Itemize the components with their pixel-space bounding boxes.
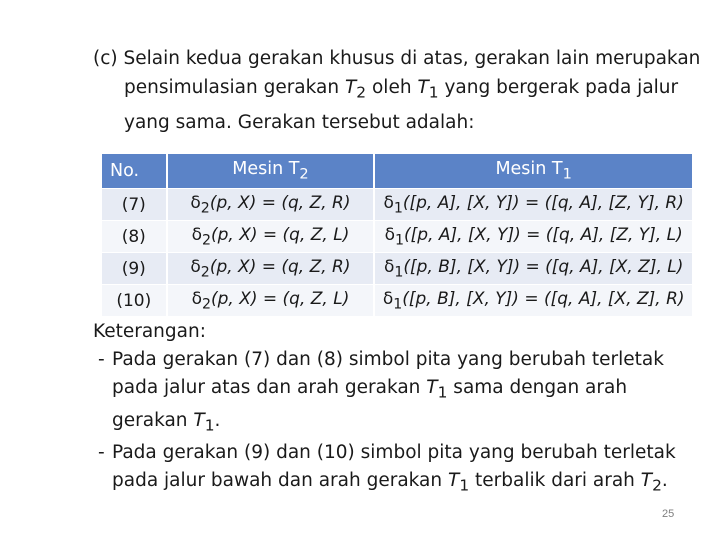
header-mesin-t1-base: Mesin T (495, 159, 563, 180)
header-mesin-t2-sub: 2 (299, 165, 309, 183)
mesin-t2-move (166, 188, 374, 220)
delta-sub: 2 (201, 296, 211, 313)
note-var: T (426, 377, 438, 398)
table-header-row (102, 154, 692, 188)
note-text-middle: terbalik dari arah (469, 470, 641, 492)
note-text-before: Pada gerakan (7) dan (8) simbol pita yang berubah terletak pada jalur atas dan arah gerakan (112, 349, 664, 398)
delta-sub: 2 (201, 232, 211, 249)
note-sub: 1 (437, 383, 448, 402)
note-var: T (640, 470, 653, 492)
mesin-t1-move (373, 188, 692, 220)
delta-symbol: δ (382, 288, 394, 309)
notes-section (93, 318, 703, 500)
delta-args: (p, X) = (q, Z, L) (210, 224, 350, 245)
intro-paragraph (93, 44, 720, 137)
delta-args: ([p, A], [X, Y]) = ([q, A], [Z, Y], R) (402, 192, 684, 213)
note-text-middle: sama dengan arah gerakan (112, 377, 628, 431)
notes-heading: Keterangan: (93, 321, 206, 342)
page-number: 25 (662, 508, 675, 520)
intro-lead: (c) Selain kedua gerakan khusus di atas, gerakan lain merupakan pensimulasian gerakan (93, 48, 701, 98)
intro-t2-var: T (344, 77, 357, 98)
row-number: (8) (102, 220, 166, 252)
delta-sub: 2 (200, 200, 210, 217)
mesin-t2-move (166, 220, 374, 252)
header-mesin-t2-base: Mesin T (232, 159, 300, 180)
delta-args: ([p, B], [X, Y]) = ([q, A], [X, Z], L) (403, 256, 684, 277)
table-row (102, 220, 692, 252)
note-var: T (448, 470, 460, 492)
intro-tail: yang bergerak pada jalur yang sama. Gerakan tersebut adalah: (124, 77, 679, 133)
delta-sub: 1 (393, 296, 403, 313)
note-text-after: . (661, 470, 668, 492)
row-number: (9) (102, 252, 166, 284)
delta-sub: 1 (395, 232, 405, 249)
delta-args: ([p, B], [X, Y]) = ([q, A], [X, Z], R) (402, 288, 685, 309)
delta-symbol: δ (190, 192, 201, 213)
mesin-t1-move (373, 284, 692, 316)
transition-table (102, 154, 692, 316)
mesin-t1-move (373, 220, 692, 252)
delta-symbol: δ (384, 224, 396, 245)
table-row (102, 252, 692, 284)
note-sub: 1 (204, 416, 215, 435)
note-text-before: Pada gerakan (9) dan (10) simbol pita yang berubah terletak pada jalur bawah dan arah gerakan (112, 442, 676, 492)
row-number: (10) (102, 284, 166, 316)
note-dash: - (98, 349, 105, 370)
note-sub: 2 (652, 477, 662, 496)
intro-t1-var: T (417, 77, 429, 98)
note-dash: - (98, 442, 105, 464)
note-var: T (193, 409, 205, 431)
note-text-after: . (214, 409, 221, 431)
delta-symbol: δ (383, 192, 394, 213)
header-mesin-t1-sub: 1 (562, 165, 572, 183)
delta-args: (p, X) = (q, Z, R) (209, 256, 351, 277)
header-no: No. (102, 154, 166, 188)
table-row (102, 284, 692, 316)
delta-sub: 1 (393, 200, 403, 217)
row-number: (7) (102, 188, 166, 220)
table-row (102, 188, 692, 220)
header-mesin-t1 (373, 154, 692, 188)
delta-symbol: δ (383, 256, 395, 277)
mesin-t2-move (166, 252, 374, 284)
intro-t1-sub: 1 (428, 83, 439, 102)
delta-args: ([p, A], [X, Y]) = ([q, A], [Z, Y], L) (404, 224, 683, 245)
mesin-t2-move (166, 284, 374, 316)
note-item (93, 346, 703, 439)
delta-args: (p, X) = (q, Z, R) (209, 192, 351, 213)
delta-symbol: δ (190, 256, 201, 277)
intro-mid: oleh (366, 77, 418, 98)
mesin-t1-move (373, 252, 692, 284)
delta-sub: 1 (394, 264, 404, 281)
delta-symbol: δ (191, 288, 202, 309)
intro-t2-sub: 2 (356, 83, 367, 102)
delta-args: (p, X) = (q, Z, L) (210, 288, 350, 309)
delta-symbol: δ (191, 224, 202, 245)
delta-sub: 2 (200, 264, 210, 281)
note-item (93, 439, 703, 500)
note-sub: 1 (459, 477, 470, 496)
header-mesin-t2 (166, 154, 374, 188)
